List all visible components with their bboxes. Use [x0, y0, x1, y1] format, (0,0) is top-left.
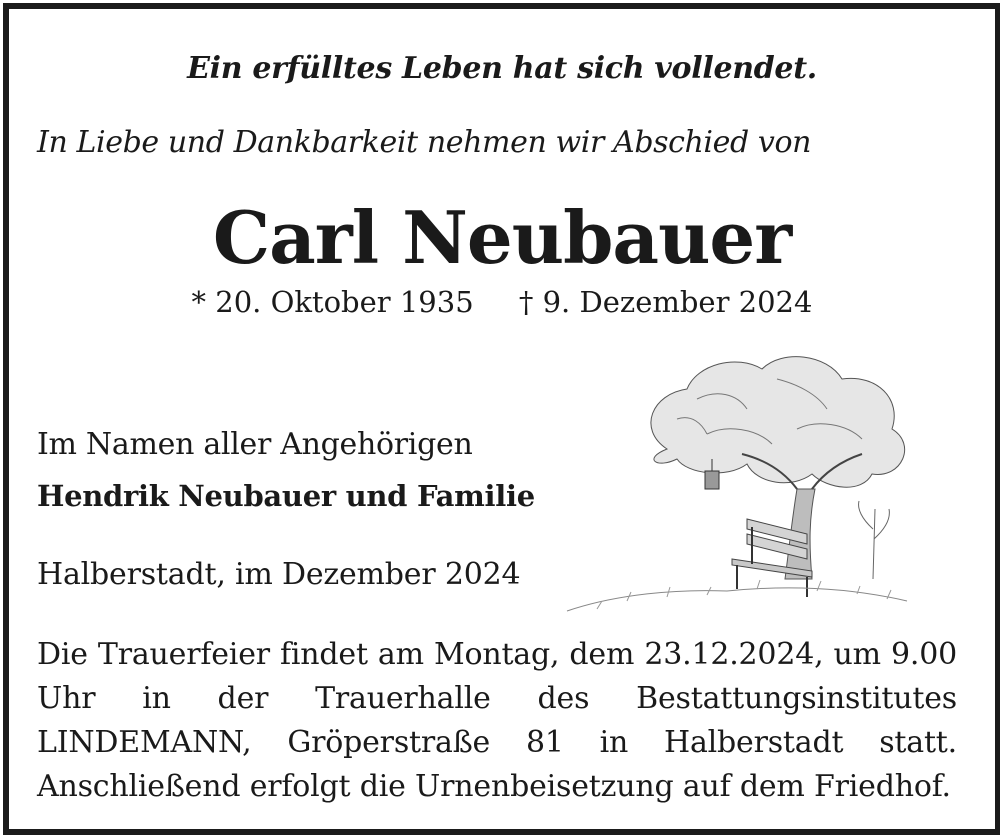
tree-with-bench-illustration: [557, 339, 917, 629]
birth-date: * 20. Oktober 1935: [191, 285, 474, 319]
place-date-line: Halberstadt, im Dezember 2024: [37, 557, 521, 592]
ceremony-paragraph: Die Trauerfeier findet am Montag, dem 23.12.2024, um 9.00 Uhr in der Trauerhalle des Bestattungsinstitutes LINDEMANN, Gröperstraße 81 in Halberstadt statt. Anschließend erfolgt die Urnenbeisetzung auf dem Friedhof.: [37, 637, 957, 804]
life-dates: [9, 285, 995, 319]
obituary-frame: [3, 3, 1000, 835]
death-date: † 9. Dezember 2024: [518, 285, 813, 319]
on-behalf-line: Im Namen aller Angehörigen: [37, 427, 473, 462]
deceased-name: Carl Neubauer: [212, 195, 792, 280]
motto: Ein erfülltes Leben hat sich vollendet.: [187, 51, 817, 86]
intro-line: In Liebe und Dankbarkeit nehmen wir Abschied von: [37, 125, 812, 160]
family-line: Hendrik Neubauer und Familie: [37, 479, 535, 513]
